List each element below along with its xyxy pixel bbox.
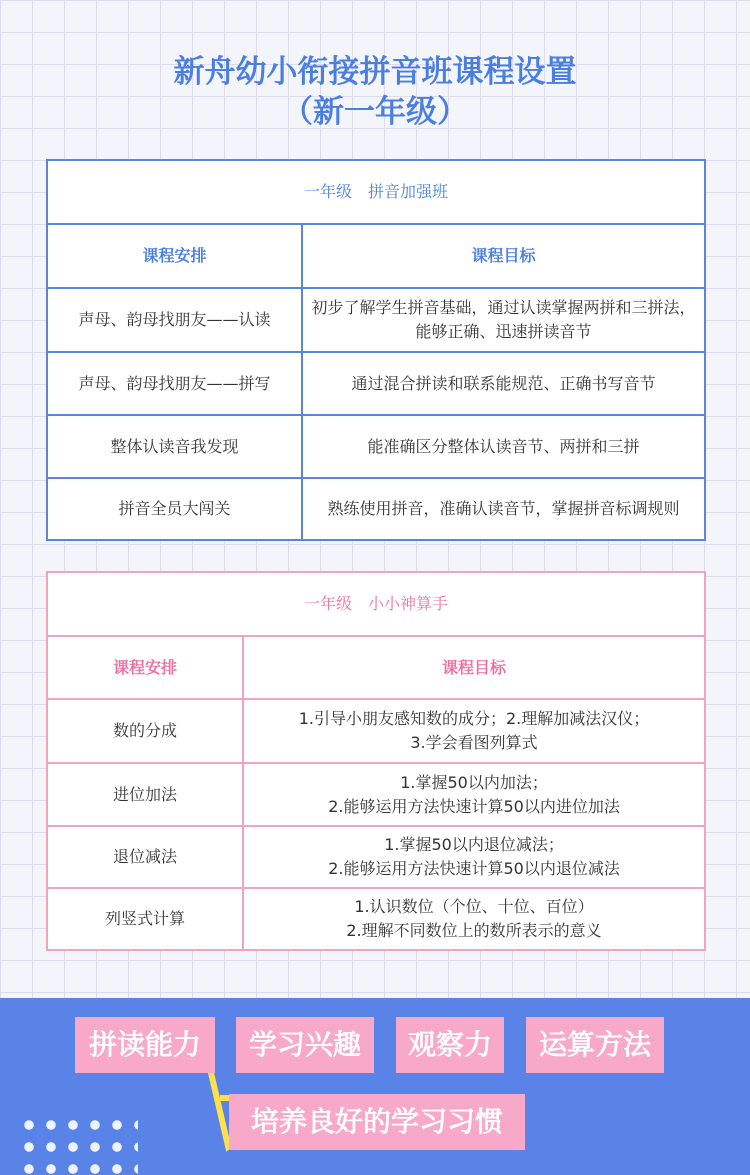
arrangement-cell: 退位减法 bbox=[47, 826, 243, 888]
table-row bbox=[47, 763, 705, 826]
math-col-goal: 课程目标 bbox=[243, 636, 705, 699]
tag-observation: 观察力 bbox=[396, 1017, 504, 1073]
goal-cell: 熟练使用拼音，准确认读音节，掌握拼音标调规则 bbox=[302, 478, 705, 540]
arrangement-cell: 声母、韵母找朋友——认读 bbox=[47, 288, 302, 352]
tag-reading-ability: 拼读能力 bbox=[75, 1017, 215, 1073]
goal-line: 2.能够运用方法快速计算50以内进位加法 bbox=[328, 796, 620, 816]
math-table-header: 一年级 小小神算手 bbox=[47, 572, 705, 636]
page-title: 新舟幼小衔接拼音班课程设置 bbox=[173, 54, 577, 90]
tag-calculation-method: 运算方法 bbox=[526, 1017, 664, 1073]
goal-line: 1.引导小朋友感知数的成分；2.理解加减法汉仪； bbox=[298, 709, 650, 728]
page-subtitle: （新一年级） bbox=[282, 94, 468, 130]
goal-line: 3.学会看图列算式 bbox=[410, 733, 538, 752]
goal-cell bbox=[243, 888, 705, 950]
goal-cell: 初步了解学生拼音基础，通过认读掌握两拼和三拼法，能够正确、迅速拼读音节 bbox=[302, 288, 705, 352]
table-row bbox=[47, 288, 705, 352]
tag-study-habits: 培养良好的学习习惯 bbox=[229, 1094, 525, 1150]
table-row bbox=[47, 826, 705, 888]
table-row bbox=[47, 478, 705, 540]
math-course-table bbox=[46, 571, 706, 951]
goal-cell: 通过混合拼读和联系能规范、正确书写音节 bbox=[302, 352, 705, 415]
pinyin-col-arrangement: 课程安排 bbox=[47, 224, 302, 288]
math-col-arrangement: 课程安排 bbox=[47, 636, 243, 699]
arrangement-cell: 列竖式计算 bbox=[47, 888, 243, 950]
table-row bbox=[47, 415, 705, 478]
goal-cell bbox=[243, 763, 705, 826]
table-row bbox=[47, 352, 705, 415]
goal-line: 2.理解不同数位上的数所表示的意义 bbox=[346, 921, 602, 940]
pinyin-course-table bbox=[46, 159, 706, 541]
goal-line: 2.能够运用方法快速计算50以内退位减法 bbox=[328, 859, 620, 878]
pinyin-table-header: 一年级 拼音加强班 bbox=[47, 160, 705, 224]
arrangement-cell: 进位加法 bbox=[47, 763, 243, 826]
goal-cell bbox=[243, 826, 705, 888]
table-row bbox=[47, 888, 705, 950]
goal-cell: 能准确区分整体认读音节、两拼和三拼 bbox=[302, 415, 705, 478]
goal-line: 1.掌握50以内退位减法； bbox=[384, 835, 564, 854]
arrangement-cell: 整体认读音我发现 bbox=[47, 415, 302, 478]
arrangement-cell: 数的分成 bbox=[47, 699, 243, 763]
arrangement-cell: 拼音全员大闯关 bbox=[47, 478, 302, 540]
skills-banner bbox=[0, 998, 750, 1175]
table-row bbox=[47, 699, 705, 763]
goal-line: 1.认识数位（个位、十位、百位） bbox=[354, 897, 594, 916]
dot-pattern-decoration bbox=[18, 1114, 138, 1175]
goal-line: 1.掌握50以内加法； bbox=[400, 772, 548, 792]
goal-cell bbox=[243, 699, 705, 763]
arrangement-cell: 声母、韵母找朋友——拼写 bbox=[47, 352, 302, 415]
pinyin-col-goal: 课程目标 bbox=[302, 224, 705, 288]
tag-learning-interest: 学习兴趣 bbox=[236, 1017, 374, 1073]
